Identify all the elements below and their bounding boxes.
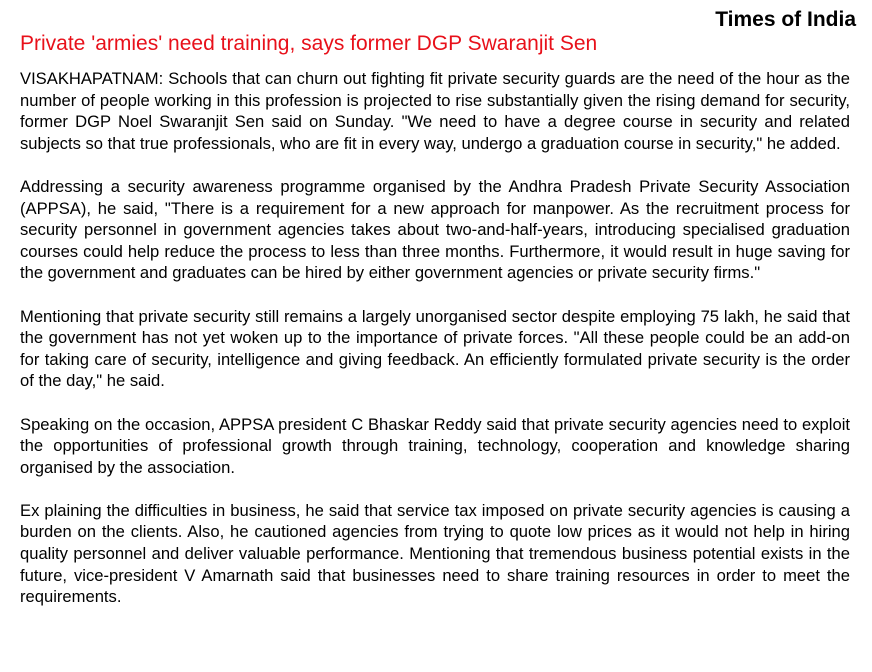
article-body — [20, 68, 850, 629]
article-paragraph: Speaking on the occasion, APPSA president C Bhaskar Reddy said that private security agencies need to exploit the opportunities of professional growth through training, technology, cooperation and knowledge sharing organised by the association. — [20, 414, 850, 477]
article-paragraph: Mentioning that private security still remains a largely unorganised sector despite employing 75 lakh, he said that the government has not yet woken up to the importance of private forces. "All these people could be an add-on for taking care of security, intelligence and giving feedback. An efficiently formulated private security is the order of the day," he said. — [20, 306, 850, 391]
article-paragraph: Ex plaining the difficulties in business, he said that service tax imposed on private security agencies is causing a burden on the clients. Also, he cautioned agencies from trying to quote low prices as it would not help in hiring quality personnel and deliver valuable performance. Mentioning that tremendous business potential exists in the future, vice-president V Amarnath said that businesses need to share training resources in order to meet the requirements. — [20, 500, 850, 607]
article-paragraph: VISAKHAPATNAM: Schools that can churn out fighting fit private security guards are the need of the hour as the number of people working in this profession is projected to rise substantially given the rising demand for security, former DGP Noel Swaranjit Sen said on Sunday. "We need to have a degree course in security and related subjects so that true professionals, who are fit in every way, undergo a graduation course in security," he added. — [20, 69, 850, 153]
publication-name: Times of India — [715, 8, 856, 31]
article-headline: Private 'armies' need training, says former DGP Swaranjit Sen — [20, 32, 598, 55]
article-paragraph: Addressing a security awareness programme organised by the Andhra Pradesh Private Security Association (APPSA), he said, "There is a requirement for a new approach for manpower. As the recruitment process for security personnel in government agencies takes about two-and-half-years, introducing specialised graduation courses could help reduce the process to less than three months. Furthermore, it would result in huge saving for the government and graduates can be hired by either government agencies or private security firms." — [20, 176, 850, 283]
